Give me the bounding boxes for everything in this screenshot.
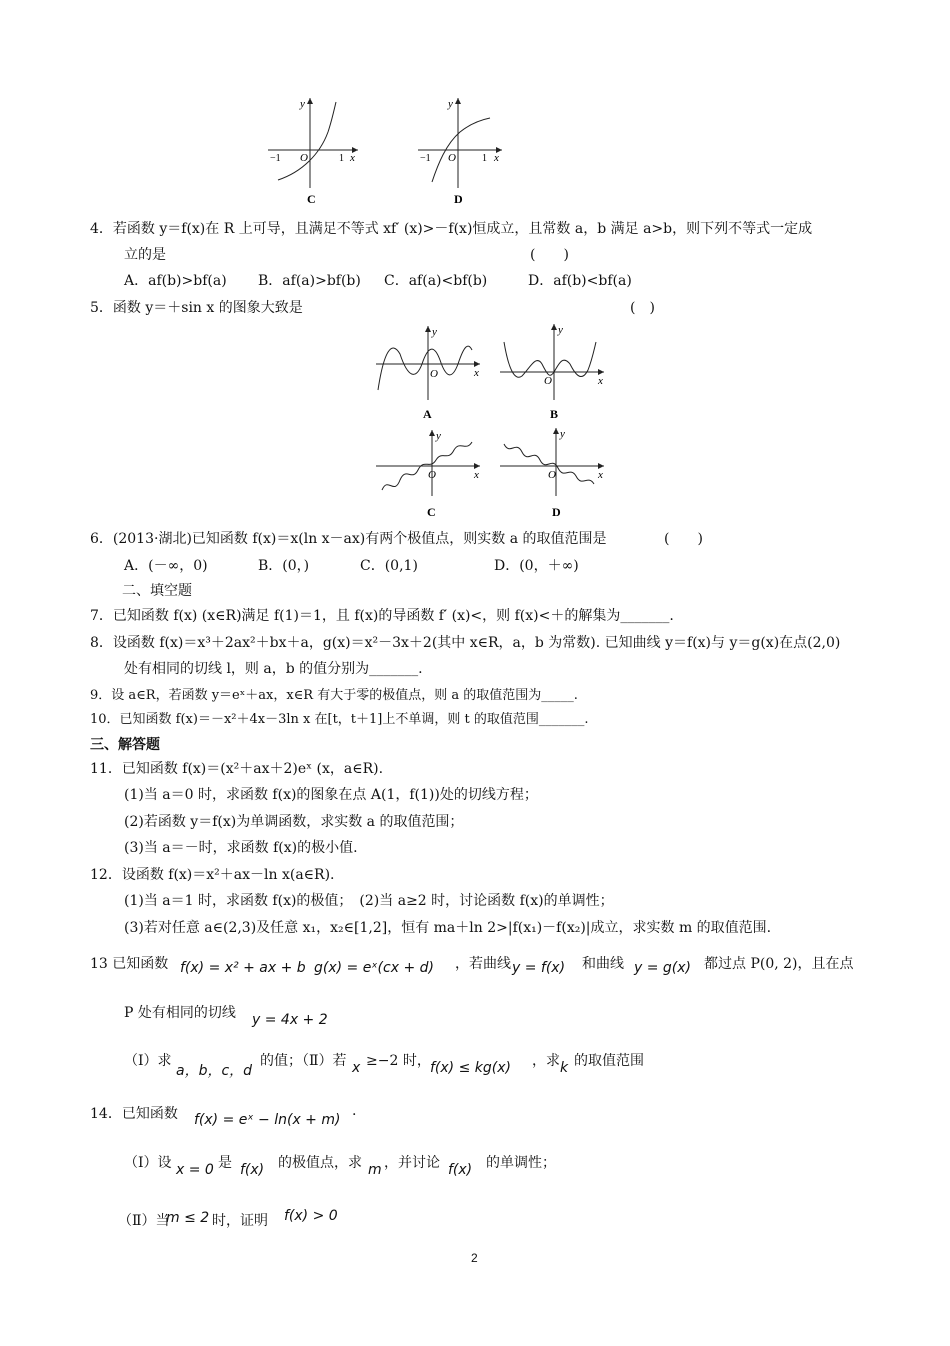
q14-prefix: 14．已知函数: [90, 1106, 178, 1122]
q4-paren: ( ): [530, 247, 569, 263]
q13-tangent: y = 4x + 2: [252, 1012, 328, 1028]
q5-label-b: B: [550, 407, 559, 421]
q11-part1: (1)当 a＝0 时，求函数 f(x)的图象在点 A(1，f(1))处的切线方程；: [124, 787, 538, 803]
origin-label: O: [300, 152, 308, 164]
q14-f: f(x) = eˣ − ln(x + m): [194, 1112, 341, 1128]
q13-g: g(x) = eˣ(cx + d): [314, 960, 434, 976]
page-number: 2: [471, 1251, 478, 1265]
q14-m: m: [368, 1162, 382, 1178]
q5-label-c: C: [427, 505, 436, 519]
q13-tail: 都过点 P(0, 2)，且在点: [704, 956, 854, 972]
q14-p1a: （Ⅰ）设: [124, 1155, 172, 1171]
q14-p1b: 是: [218, 1155, 232, 1171]
q5-figures: [370, 320, 620, 520]
q4-line1: 4．若函数 y＝f(x)在 R 上可导，且满足不等式 xf′ (x)>－f(x)恒成立，且常数 a，b 满足 a>b，则下列不等式一定成: [90, 221, 813, 237]
q5-label-a: A: [423, 407, 432, 421]
q12-title: 12．设函数 f(x)＝x²＋ax－ln x(a∈R).: [90, 867, 335, 883]
figure-c: [262, 92, 382, 210]
q4-option-d: D．af(b)<bf(a): [528, 273, 632, 289]
q14-p1e: 的单调性；: [486, 1155, 556, 1171]
axis-y-label: y: [300, 98, 305, 110]
svg-text:O: O: [430, 368, 438, 380]
q13-ineq: f(x) ≤ kg(x): [430, 1060, 511, 1076]
figure-d: [412, 92, 532, 210]
q5-graphs: [370, 320, 620, 520]
q11-part2: (2)若函数 y＝f(x)为单调函数，求实数 a 的取值范围；: [124, 814, 464, 830]
q14-p2b: 时，证明: [212, 1213, 268, 1229]
q5-label-d: D: [552, 505, 561, 519]
q9-text: 9．设 a∈R，若函数 y＝eˣ＋ax，x∈R 有大于零的极值点，则 a 的取值范围为_____.: [90, 688, 578, 703]
section-solution: 三、解答题: [90, 737, 160, 753]
svg-text:y: y: [436, 430, 441, 442]
figure-c-label: C: [307, 192, 316, 206]
q14-p2a: （Ⅱ）当: [118, 1213, 170, 1229]
q6-option-c: C．(0,1): [360, 558, 418, 574]
svg-text:y: y: [432, 326, 437, 338]
q6-option-d: D．(0，＋∞): [494, 558, 579, 574]
q14-x0: x = 0: [176, 1162, 214, 1178]
q7-text: 7．已知函数 f(x) (x∈R)满足 f(1)＝1，且 f(x)的导函数 f′ (x)<，则 f(x)<＋的解集为_______.: [90, 608, 674, 624]
svg-text:O: O: [448, 152, 456, 164]
svg-text:x: x: [598, 469, 603, 481]
q14-fx2: f(x): [448, 1162, 473, 1178]
q6-option-a: A．(－∞，0): [124, 558, 208, 574]
q13-vars: a，b，c，d: [176, 1063, 253, 1079]
q13-line3a: （Ⅰ）求: [124, 1053, 172, 1069]
q4-option-b: B．af(a)>bf(b): [258, 273, 361, 289]
q14-p1d: ，并讨论: [384, 1155, 440, 1171]
q13-yf: y = f(x): [512, 960, 566, 976]
q13-mid: ，若曲线: [455, 956, 511, 972]
q13-line3d: 的取值范围: [574, 1053, 644, 1069]
q14-p1c: 的极值点，求: [278, 1155, 362, 1171]
q5-paren: ( ): [630, 300, 655, 316]
svg-text:x: x: [494, 152, 499, 164]
svg-text:x: x: [474, 367, 479, 379]
q6-paren: ( ): [664, 531, 703, 547]
q14-mcond: m ≤ 2: [166, 1210, 210, 1226]
q10-text: 10．已知函数 f(x)＝－x²＋4x－3ln x 在[t，t＋1]上不单调，则 t 的取值范围_______.: [90, 712, 589, 727]
svg-text:1: 1: [482, 153, 487, 164]
q6-option-b: B．(0，): [258, 558, 310, 574]
graph-d: [412, 92, 532, 210]
q13-prefix: 13 已知函数: [90, 956, 169, 972]
q11-part3: (3)当 a＝－时，求函数 f(x)的极小值.: [124, 840, 358, 856]
axis-x-label: x: [350, 152, 355, 164]
graph-c: [262, 92, 382, 210]
q4-option-a: A．af(b)>bf(a): [124, 273, 227, 289]
q13-and: 和曲线: [582, 956, 624, 972]
svg-text:O: O: [544, 375, 552, 387]
q5-text: 5．函数 y＝＋sin x 的图象大致是: [90, 300, 303, 316]
section-fill-in: 二、填空题: [122, 583, 192, 599]
q14-fx: f(x): [240, 1162, 265, 1178]
q4-option-c: C．af(a)<bf(b): [384, 273, 488, 289]
q14-conclusion: f(x) > 0: [284, 1208, 338, 1224]
svg-text:y: y: [560, 428, 565, 440]
q13-f: f(x) = x² + ax + b: [180, 960, 306, 976]
q11-title: 11．已知函数 f(x)＝(x²＋ax＋2)eˣ (x，a∈R).: [90, 761, 384, 777]
q13-k: k: [560, 1060, 569, 1076]
q12-part1: (1)当 a＝1 时，求函数 f(x)的极值； (2)当 a≥2 时，讨论函数 f(x)的单调性；: [124, 893, 614, 909]
svg-text:y: y: [448, 98, 453, 110]
q13-line2: P 处有相同的切线: [124, 1005, 236, 1021]
q4-line2: 立的是: [124, 247, 166, 263]
svg-text:O: O: [428, 469, 436, 481]
q13-x: x: [352, 1060, 361, 1076]
tick-neg-one: −1: [270, 153, 281, 164]
q13-yg: y = g(x): [634, 960, 692, 976]
q13-cond: ≥−2 时，: [366, 1053, 431, 1069]
svg-text:x: x: [474, 469, 479, 481]
tick-one: 1: [339, 153, 344, 164]
figure-d-label: D: [454, 192, 463, 206]
svg-text:O: O: [548, 469, 556, 481]
q14-dot: .: [352, 1103, 357, 1119]
q8-line2: 处有相同的切线 l，则 a，b 的值分别为_______.: [124, 661, 423, 677]
svg-text:y: y: [558, 324, 563, 336]
svg-text:x: x: [598, 375, 603, 387]
q6-text: 6．(2013·湖北)已知函数 f(x)＝x(ln x－ax)有两个极值点，则实数 a 的取值范围是: [90, 531, 607, 547]
q12-part2: (3)若对任意 a∈(2,3)及任意 x₁，x₂∈[1,2]，恒有 ma＋ln 2>|f(x₁)－f(x₂)|成立，求实数 m 的取值范围.: [124, 920, 772, 936]
q13-line3b: 的值；（Ⅱ）若: [260, 1053, 347, 1069]
q13-line3c: ，求: [532, 1053, 560, 1069]
q8-line1: 8．设函数 f(x)＝x³＋2ax²＋bx＋a，g(x)＝x²－3x＋2(其中 x∈R，a，b 为常数). 已知曲线 y＝f(x)与 y＝g(x)在点(2,0): [90, 635, 841, 651]
svg-text:−1: −1: [420, 153, 431, 164]
